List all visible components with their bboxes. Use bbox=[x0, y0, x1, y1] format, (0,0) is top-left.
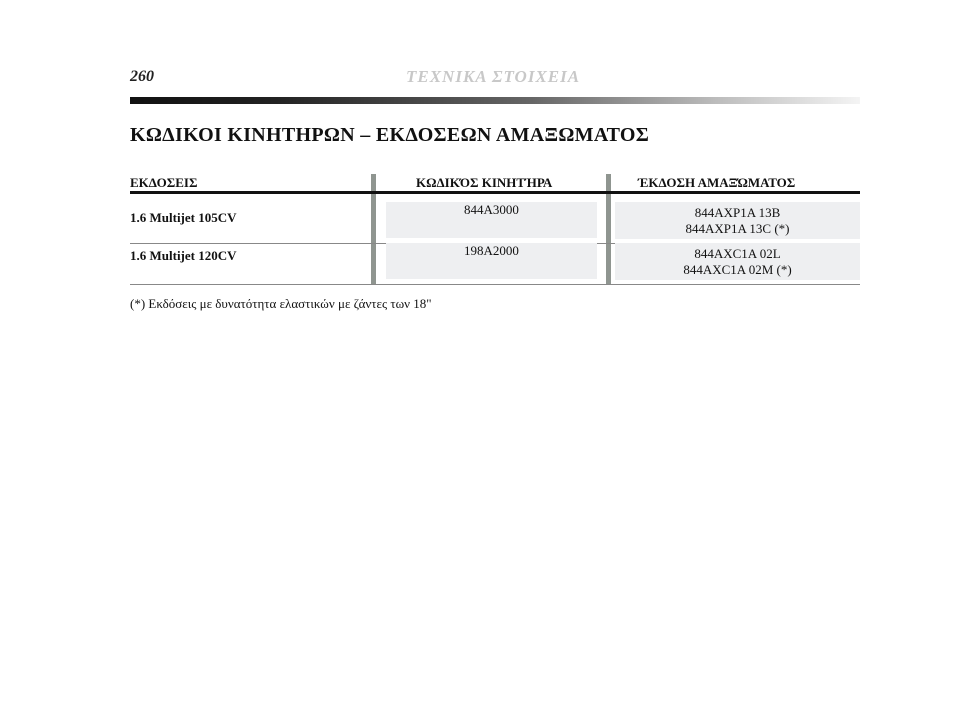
section-title: ΚΩΔΙΚΟΙ ΚΙΝΗΤΗΡΩΝ – ΕΚΔΟΣΕΩΝ ΑΜΑΞΩΜΑΤΟΣ bbox=[130, 124, 650, 146]
body-version-value: 844AXC1A 02M (*) bbox=[683, 262, 792, 277]
row-version-label: 1.6 Multijet 105CV bbox=[130, 210, 237, 225]
body-version-value: 844AXC1A 02L bbox=[694, 246, 781, 261]
engine-code-cell bbox=[386, 202, 597, 238]
body-version-value: 844AXP1A 13B bbox=[694, 205, 781, 220]
body-version-cell bbox=[615, 243, 860, 280]
engine-codes-table bbox=[130, 172, 860, 288]
column-header-body-version: ΈΚΔΟΣΗ ΑΜΑΞΏΜΑΤΟΣ bbox=[638, 175, 796, 190]
running-header-title: ΤΕΧΝΙΚΑ ΣΤΟΙΧΕΙΑ bbox=[406, 67, 581, 86]
engine-code-cell bbox=[386, 243, 597, 279]
column-header-engine-code: ΚΩΔΙΚΌΣ ΚΙΝΗΤΉΡΑ bbox=[416, 175, 553, 190]
page-number: 260 bbox=[130, 68, 154, 85]
row-divider bbox=[130, 284, 860, 285]
engine-code-value: 844A3000 bbox=[464, 202, 519, 217]
footnote: (*) Εκδόσεις με δυνατότητα ελαστικών με ζάντες των 18" bbox=[130, 296, 432, 311]
header-gradient-rule bbox=[130, 97, 860, 104]
engine-code-value: 198A2000 bbox=[464, 243, 519, 258]
header-rule bbox=[130, 191, 860, 194]
body-version-value: 844AXP1A 13C (*) bbox=[685, 221, 790, 236]
body-version-cell bbox=[615, 202, 860, 239]
row-version-label: 1.6 Multijet 120CV bbox=[130, 248, 237, 263]
column-header-versions: ΕΚΔΟΣΕΙΣ bbox=[130, 175, 198, 190]
